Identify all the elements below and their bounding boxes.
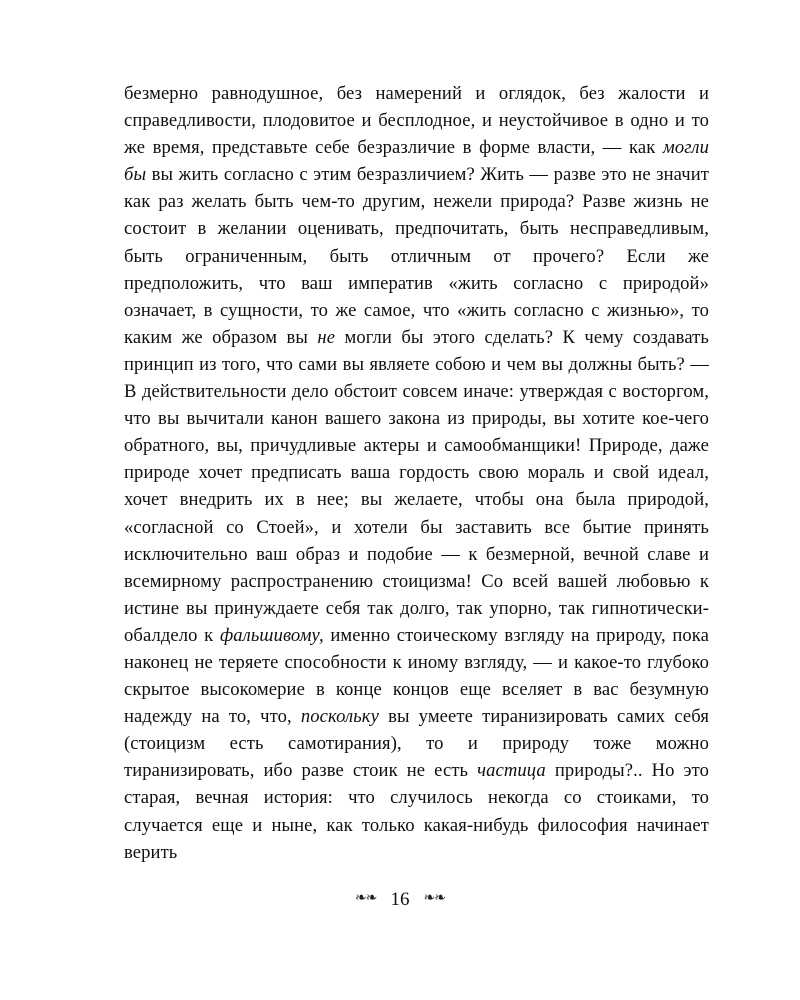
body-paragraph: безмерно равнодушное, без намерений и оглядок, без жалости и справедливости, плодовитое и бесплодное, и неустойчивое в одно и то же время, представьте себе безразличие в форме власти, — как могли бы вы жить согласно с этим безразличием? Жить — разве это не значит как раз желать быть чем-то другим, нежели природа? Разве жизнь не состоит в желании оценивать, предпочитать, быть несправедливым, быть ограниченным, быть отличным от прочего? Если же предположить, что ваш императив «жить согласно с природой» означает, в сущности, то же самое, что «жить согласно с жизнью», то каким же образом вы не могли бы этого сделать? К чему создавать принцип из того, что сами вы являете собою и чем вы должны быть? — В действительности дело обстоит совсем иначе: утверждая с восторгом, что вы вычитали канон вашего закона из природы, вы хотите кое-чего обратного, вы, причудливые актеры и самообманщики! Природе, даже природе хочет предписать ваша гордость свою мораль и свой идеал, хочет внедрить их в нее; вы желаете, чтобы она была природой, «согласной со Стоей», и хотели бы заставить все бытие принять исключительно ваш образ и подобие — к безмерной, вечной славе и всемирному распространению стоицизма! Со всей вашей любовью к истине вы принуждаете себя так долго, так упорно, так гипнотически-обалдело к фальшивому, именно стоическому взгляду на природу, пока наконец не теряете способности к иному взгляду, — и какое-то глубоко скрытое высокомерие в конце концов еще вселяет в вас безумную надежду на то, что, поскольку вы умеете тиранизировать самих себя (стоицизм есть самотирания), то и природу тоже можно тиранизировать, ибо разве стоик не есть частица природы?.. Но это старая, вечная история: что случилось некогда со стоиками, то случается еще и ныне, как только какая-нибудь философия начинает верить xyxy=(124,83,710,863)
page-footer xyxy=(0,888,800,911)
page-body-text xyxy=(124,80,709,866)
page-number: 16 xyxy=(390,888,410,910)
ornament-left-icon: ❧❧ xyxy=(355,891,377,907)
ornament-right-icon: ❧❧ xyxy=(423,891,445,907)
